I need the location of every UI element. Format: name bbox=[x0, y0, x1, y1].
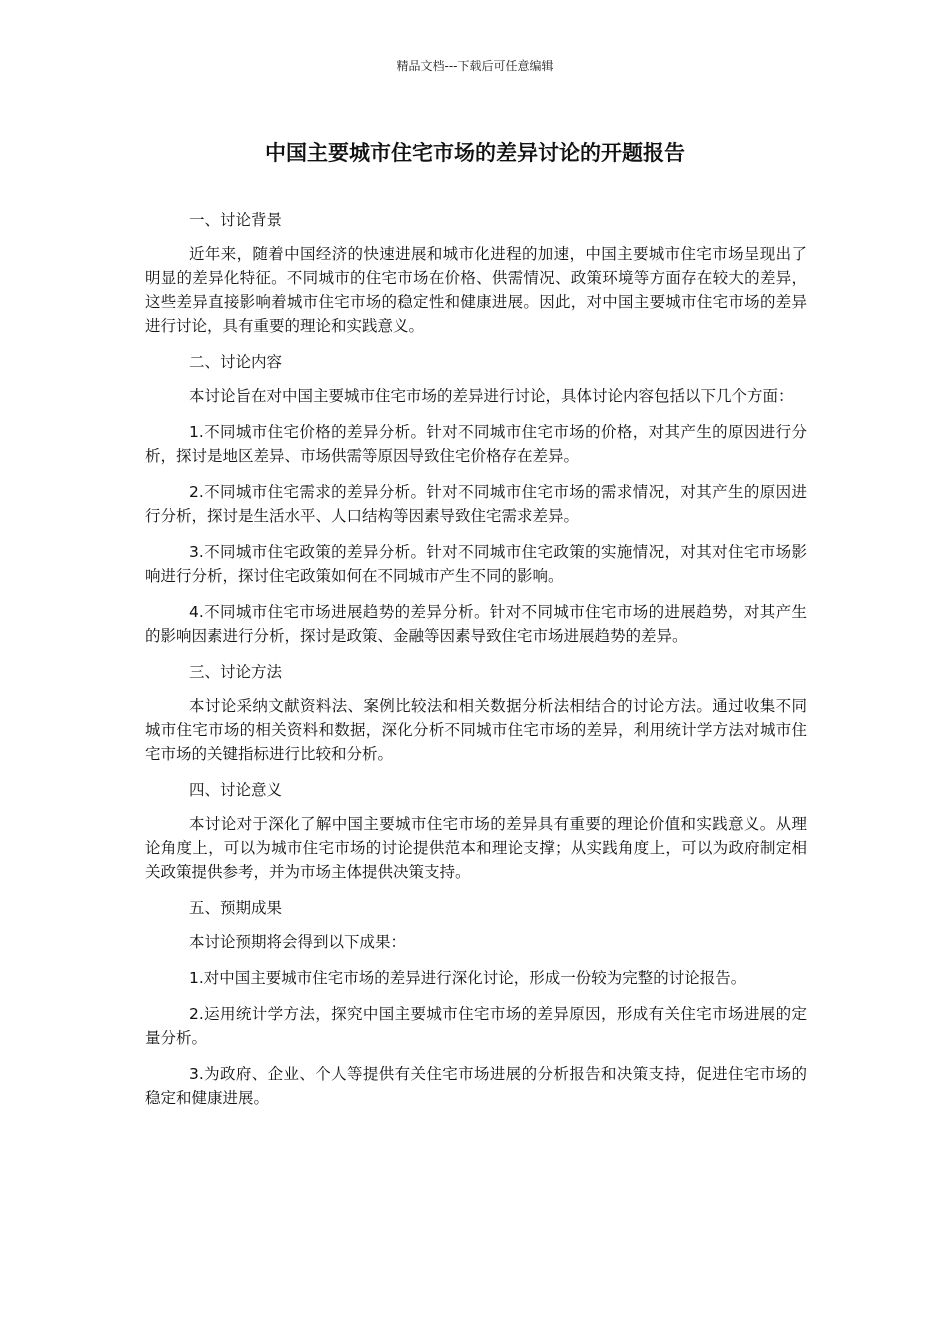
body-paragraph: 近年来，随着中国经济的快速进展和城市化进程的加速，中国主要城市住宅市场呈现出了明显的差异化特征。不同城市的住宅市场在价格、供需情况、政策环境等方面存在较大的差异，这些差异直接影响着城市住宅市场的稳定性和健康进展。因此，对中国主要城市住宅市场的差异进行讨论，具有重要的理论和实践意义。 bbox=[145, 245, 807, 335]
section-heading: 二、讨论内容 bbox=[189, 353, 283, 371]
body-paragraph: 本讨论旨在对中国主要城市住宅市场的差异进行讨论，具体讨论内容包括以下几个方面： bbox=[189, 387, 794, 405]
document-title: 中国主要城市住宅市场的差异讨论的开题报告 bbox=[265, 141, 685, 165]
section-heading: 五、预期成果 bbox=[189, 899, 283, 917]
document-body bbox=[145, 208, 807, 1122]
body-paragraph: 本讨论对于深化了解中国主要城市住宅市场的差异具有重要的理论价值和实践意义。从理论角度上，可以为城市住宅市场的讨论提供范本和理论支撑；从实践角度上，可以为政府制定相关政策提供参考，并为市场主体提供决策支持。 bbox=[145, 815, 807, 881]
body-paragraph: 本讨论预期将会得到以下成果： bbox=[189, 933, 407, 951]
body-paragraph: 本讨论采纳文献资料法、案例比较法和相关数据分析法相结合的讨论方法。通过收集不同城市住宅市场的相关资料和数据，深化分析不同城市住宅市场的差异，利用统计学方法对城市住宅市场的关键指标进行比较和分析。 bbox=[145, 697, 807, 763]
header-note: 精品文档---下载后可任意编辑 bbox=[396, 59, 554, 73]
body-paragraph: 4.不同城市住宅市场进展趋势的差异分析。针对不同城市住宅市场的进展趋势，对其产生的影响因素进行分析，探讨是政策、金融等因素导致住宅市场进展趋势的差异。 bbox=[145, 603, 807, 645]
body-paragraph: 2.不同城市住宅需求的差异分析。针对不同城市住宅市场的需求情况，对其产生的原因进行分析，探讨是生活水平、人口结构等因素导致住宅需求差异。 bbox=[145, 483, 807, 525]
section-heading: 一、讨论背景 bbox=[189, 211, 283, 229]
body-paragraph: 2.运用统计学方法，探究中国主要城市住宅市场的差异原因，形成有关住宅市场进展的定量分析。 bbox=[145, 1005, 807, 1047]
section-heading: 四、讨论意义 bbox=[189, 781, 283, 799]
section-heading: 三、讨论方法 bbox=[189, 663, 283, 681]
body-paragraph: 3.为政府、企业、个人等提供有关住宅市场进展的分析报告和决策支持，促进住宅市场的稳定和健康进展。 bbox=[145, 1065, 807, 1107]
body-paragraph: 1.对中国主要城市住宅市场的差异进行深化讨论，形成一份较为完整的讨论报告。 bbox=[189, 969, 747, 987]
body-paragraph: 3.不同城市住宅政策的差异分析。针对不同城市住宅政策的实施情况，对其对住宅市场影响进行分析，探讨住宅政策如何在不同城市产生不同的影响。 bbox=[145, 543, 807, 585]
body-paragraph: 1.不同城市住宅价格的差异分析。针对不同城市住宅市场的价格，对其产生的原因进行分析，探讨是地区差异、市场供需等原因导致住宅价格存在差异。 bbox=[145, 423, 807, 465]
